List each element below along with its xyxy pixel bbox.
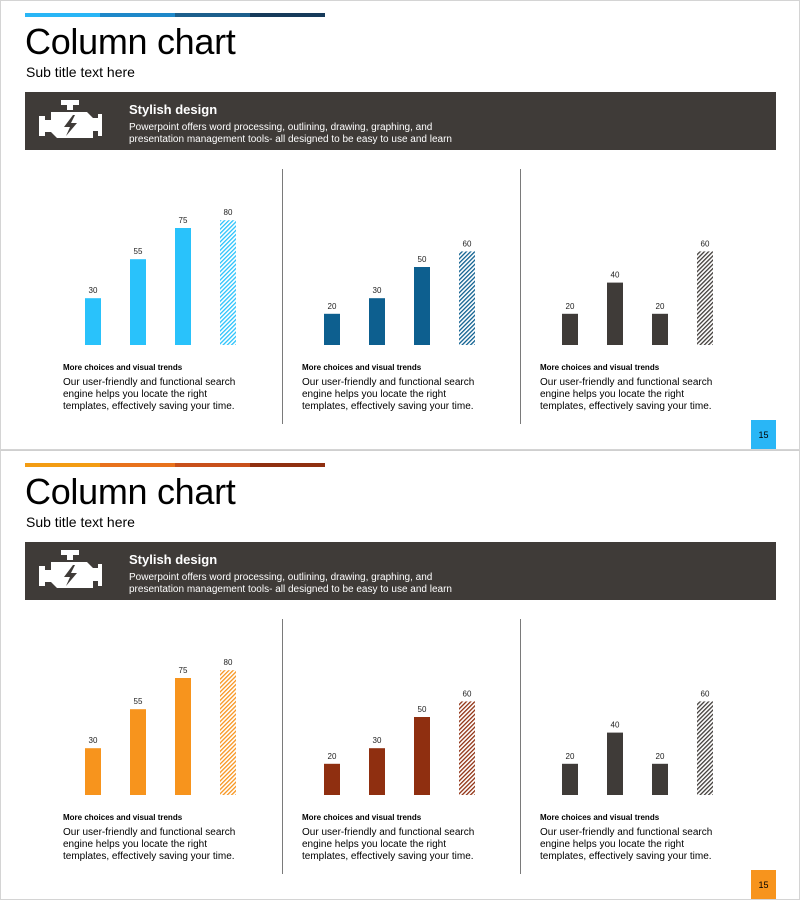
bar-value-label: 20 [565, 751, 575, 761]
accent-bar [25, 463, 325, 467]
bar-value-label: 20 [327, 301, 337, 311]
panel-divider [520, 619, 521, 874]
bar-value-label: 75 [178, 216, 188, 225]
column-chart [302, 169, 512, 354]
panel-caption: More choices and visual trends [302, 813, 422, 822]
engine-icon [37, 98, 103, 144]
bar [324, 764, 340, 795]
bar [697, 251, 713, 345]
panel-description: Our user-friendly and functional search engine helps you locate the right templates, effectively saving your time. [63, 377, 236, 412]
bar-value-label: 20 [565, 301, 575, 311]
bar-value-label: 60 [462, 689, 472, 699]
slide-title: Column chart [25, 471, 236, 512]
bar-value-label: 60 [700, 239, 710, 249]
bar [459, 251, 475, 345]
bar [220, 220, 236, 345]
bar-value-label: 30 [88, 286, 98, 296]
bar-value-label: 60 [462, 239, 472, 249]
chart-panel-3 [540, 619, 750, 874]
bar-value-label: 30 [372, 286, 382, 296]
bar [130, 709, 146, 795]
bar-value-label: 50 [417, 705, 427, 714]
page-number: 15 [751, 420, 776, 450]
panel-description: Our user-friendly and functional search engine helps you locate the right templates, effectively saving your time. [540, 827, 713, 862]
bar [220, 670, 236, 795]
banner-text: Powerpoint offers word processing, outlining, drawing, graphing, and presentation management tools- all designed to be easy to use and learn [129, 122, 452, 145]
column-chart [540, 619, 750, 804]
slide-subtitle: Sub title text here [26, 514, 135, 530]
accent-segment [25, 463, 100, 467]
bar [175, 228, 191, 345]
bar [697, 701, 713, 795]
panel-caption: More choices and visual trends [302, 363, 422, 372]
bar-value-label: 40 [610, 270, 620, 280]
bar-value-label: 80 [223, 208, 233, 218]
bar-value-label: 20 [655, 301, 665, 311]
panel-divider [520, 169, 521, 424]
panel-divider [282, 619, 283, 874]
bar [414, 267, 430, 345]
bar-value-label: 30 [372, 736, 382, 746]
bar [369, 298, 385, 345]
bar-value-label: 55 [133, 697, 143, 707]
panel-caption: More choices and visual trends [63, 813, 183, 822]
bar [562, 314, 578, 345]
bar [562, 764, 578, 795]
banner-text: Powerpoint offers word processing, outlining, drawing, graphing, and presentation management tools- all designed to be easy to use and learn [129, 572, 452, 595]
accent-segment [100, 463, 175, 467]
column-chart [540, 169, 750, 354]
bar-value-label: 40 [610, 720, 620, 730]
bar [414, 717, 430, 795]
bar [459, 701, 475, 795]
accent-segment [175, 13, 250, 17]
banner-title: Stylish design [129, 552, 218, 567]
bar [607, 733, 623, 795]
bar [324, 314, 340, 345]
column-chart [63, 619, 273, 804]
chart-panel-2 [302, 169, 512, 424]
bar [369, 748, 385, 795]
banner-title: Stylish design [129, 102, 218, 117]
bar [85, 748, 101, 795]
bar-value-label: 60 [700, 689, 710, 699]
bar [607, 283, 623, 345]
column-chart [302, 619, 512, 804]
bar [175, 678, 191, 795]
bar-value-label: 20 [327, 751, 337, 761]
panel-description: Our user-friendly and functional search engine helps you locate the right templates, effectively saving your time. [302, 827, 475, 862]
accent-segment [175, 463, 250, 467]
bar-value-label: 55 [133, 247, 143, 257]
chart-panel-1 [63, 619, 273, 874]
bar-value-label: 20 [655, 751, 665, 761]
info-banner [25, 92, 776, 150]
bar [652, 314, 668, 345]
chart-panel-2 [302, 619, 512, 874]
accent-segment [250, 463, 325, 467]
slide-title: Column chart [25, 21, 236, 62]
bar-value-label: 80 [223, 658, 233, 668]
panel-caption: More choices and visual trends [540, 363, 660, 372]
chart-panel-3 [540, 169, 750, 424]
slide-subtitle: Sub title text here [26, 64, 135, 80]
bar-value-label: 50 [417, 255, 427, 264]
panel-description: Our user-friendly and functional search engine helps you locate the right templates, effectively saving your time. [63, 827, 236, 862]
bar [85, 298, 101, 345]
panel-divider [282, 169, 283, 424]
accent-bar [25, 13, 325, 17]
accent-segment [100, 13, 175, 17]
info-banner [25, 542, 776, 600]
bar-value-label: 75 [178, 666, 188, 675]
panel-caption: More choices and visual trends [540, 813, 660, 822]
accent-segment [25, 13, 100, 17]
slide-2 [0, 450, 800, 900]
engine-icon [37, 548, 103, 594]
bar [652, 764, 668, 795]
column-chart [63, 169, 273, 354]
page-number: 15 [751, 870, 776, 900]
accent-segment [250, 13, 325, 17]
panel-description: Our user-friendly and functional search engine helps you locate the right templates, effectively saving your time. [540, 377, 713, 412]
panel-description: Our user-friendly and functional search engine helps you locate the right templates, effectively saving your time. [302, 377, 475, 412]
chart-panel-1 [63, 169, 273, 424]
bar-value-label: 30 [88, 736, 98, 746]
bar [130, 259, 146, 345]
panel-caption: More choices and visual trends [63, 363, 183, 372]
